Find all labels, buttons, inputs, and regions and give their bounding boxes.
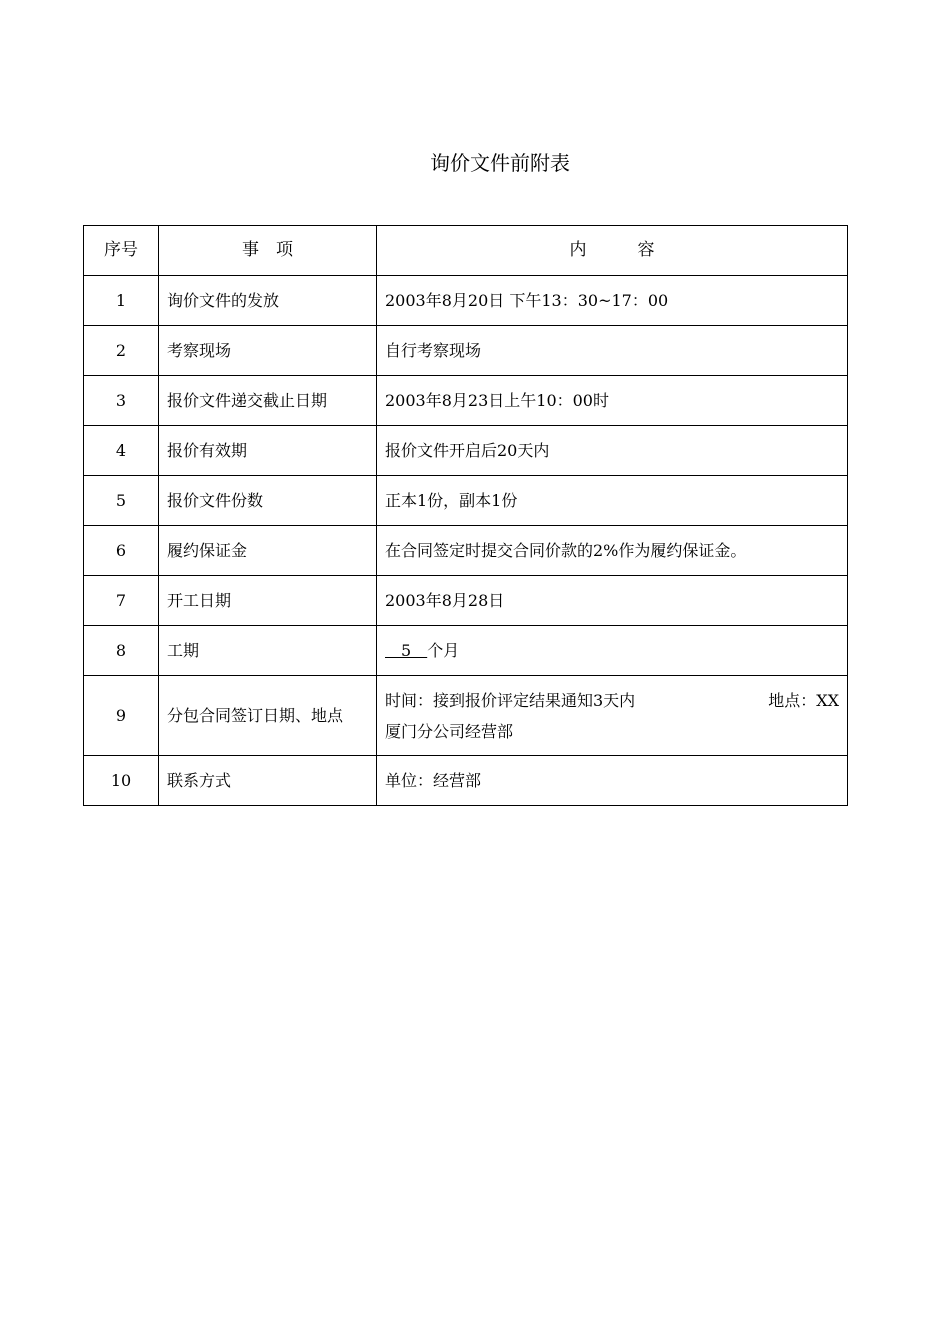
header-item: 事 项	[159, 226, 377, 276]
row-seq: 5	[84, 476, 159, 526]
row-seq: 10	[84, 756, 159, 806]
row-content: 2003年8月20日 下午13：30~17：00	[377, 276, 848, 326]
table-header-row	[84, 226, 848, 276]
info-table	[83, 225, 848, 806]
row-content: 报价文件开启后20天内	[377, 426, 848, 476]
row-item: 工期	[159, 626, 377, 676]
row-content: 2003年8月23日上午10：00时	[377, 376, 848, 426]
row-seq: 7	[84, 576, 159, 626]
table-row	[84, 276, 848, 326]
row-item: 报价有效期	[159, 426, 377, 476]
row-content: 单位：经营部	[377, 756, 848, 806]
row-seq: 2	[84, 326, 159, 376]
table-row	[84, 626, 848, 676]
row-content: 自行考察现场	[377, 326, 848, 376]
page-title: 询价文件前附表	[430, 151, 570, 175]
row-item: 开工日期	[159, 576, 377, 626]
row-content: 正本1份，副本1份	[377, 476, 848, 526]
table-row	[84, 526, 848, 576]
row-seq: 3	[84, 376, 159, 426]
row-content: 2003年8月28日	[377, 576, 848, 626]
row-item: 报价文件份数	[159, 476, 377, 526]
table-row	[84, 476, 848, 526]
table-row	[84, 426, 848, 476]
row-item: 联系方式	[159, 756, 377, 806]
row-content	[377, 626, 848, 676]
duration-unit: 个月	[427, 641, 460, 660]
row-seq: 9	[84, 676, 159, 756]
row-content	[377, 676, 848, 756]
sign-place: 地点：XX	[768, 690, 839, 710]
row-item: 考察现场	[159, 326, 377, 376]
sign-place-detail: 厦门分公司经营部	[385, 721, 514, 741]
table-row	[84, 376, 848, 426]
row-seq: 4	[84, 426, 159, 476]
row-item: 报价文件递交截止日期	[159, 376, 377, 426]
table-row	[84, 676, 848, 756]
row-seq: 8	[84, 626, 159, 676]
row-item: 询价文件的发放	[159, 276, 377, 326]
row-item: 履约保证金	[159, 526, 377, 576]
row-seq: 6	[84, 526, 159, 576]
header-seq: 序号	[84, 226, 159, 276]
header-content: 内 容	[377, 226, 848, 276]
row-item: 分包合同签订日期、地点	[159, 676, 377, 756]
row-content: 在合同签定时提交合同价款的2%作为履约保证金。	[377, 526, 848, 576]
sign-time: 时间：接到报价评定结果通知3天内	[385, 690, 636, 710]
table-row	[84, 756, 848, 806]
duration-value: 5	[385, 641, 428, 660]
table-row	[84, 576, 848, 626]
table-row	[84, 326, 848, 376]
row-seq: 1	[84, 276, 159, 326]
